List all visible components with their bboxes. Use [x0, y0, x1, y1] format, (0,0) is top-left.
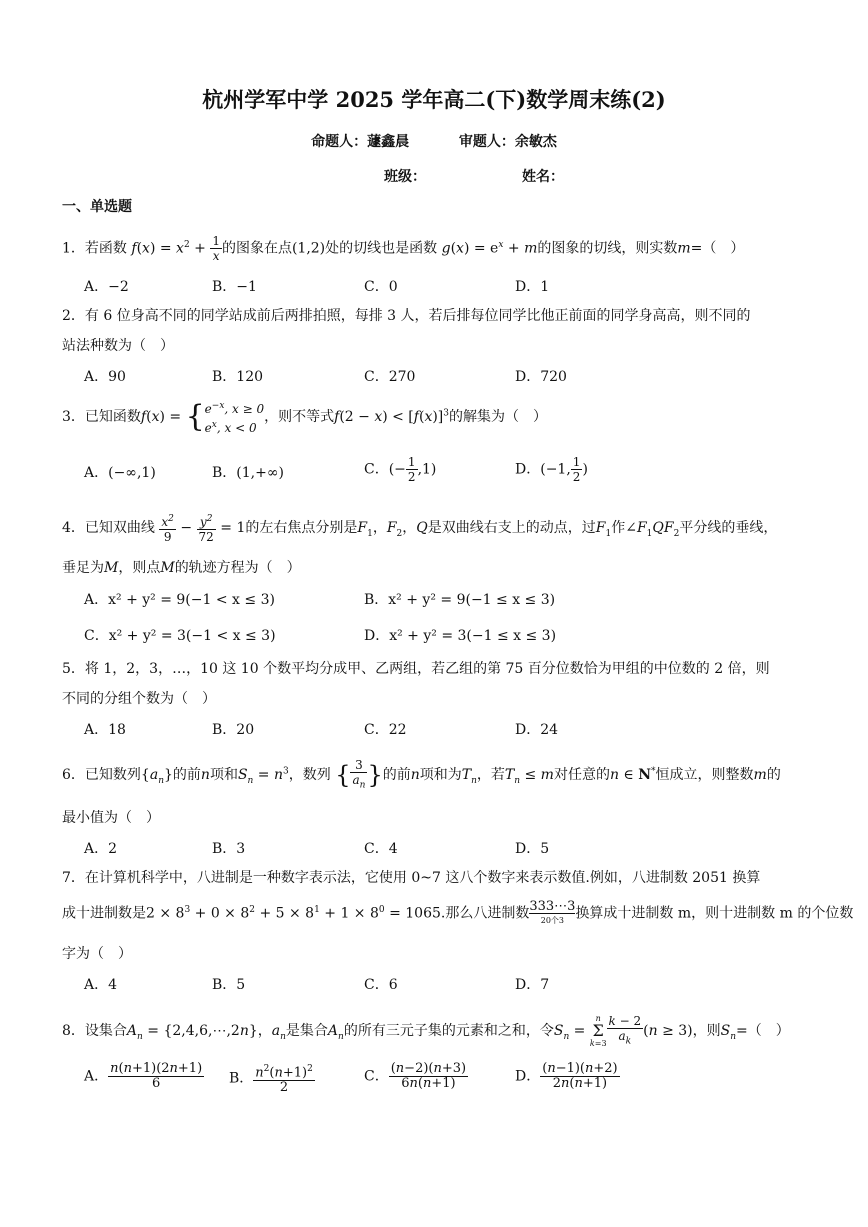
q1-option-d: D．1 — [515, 279, 550, 295]
q8-option-a: A． $\frac{n(n+1)(2n+1)}{6}$ — [84, 1061, 203, 1091]
question-3: 3．已知函数f(x) = { $e^{-x}$, x ≥ 0 $e^x$, x < 0 ，则不等式$f(2 - x) < [f(x)]^3$的解集为（ ） — [62, 399, 548, 435]
q6-option-b: B．3 — [212, 841, 246, 857]
class-name-row — [384, 166, 564, 186]
question-5-line-1: 5．将 1，2，3，…，10 这 10 个数平均分成甲、乙两组，若乙组的第 75 百分位数恰为甲组的中位数的 2 倍，则 — [62, 661, 770, 677]
question-2-line-1: 2．有 6 位身高不同的同学站成前后两排拍照，每排 3 人，若后排每位同学比他正前面的同学身高高，则不同的 — [62, 308, 751, 324]
q2-option-a: A．90 — [84, 369, 126, 385]
q5-option-b: B．20 — [212, 722, 255, 738]
authors-line — [0, 131, 868, 151]
q2-option-c: C．270 — [364, 369, 416, 385]
question-6-line-1: 6．已知数列$\{a_n\}$的前n项和$S_n = n^3$，数列 { $\frac{3}{a_n}$ }的前n项和为$T_n$，若$T_n \le m$对任意的n ∈ N*恒成立，则整数m的 — [62, 758, 781, 791]
question-7-line-1: 7．在计算机科学中，八进制是一种数字表示法，它使用 0~7 这八个数字来表示数值.例如，八进制数 2051 换算 — [62, 870, 761, 886]
q8-option-c: C． $\frac{(n-2)(n+3)}{6n(n+1)}$ — [364, 1061, 467, 1091]
question-8: 8．设集合$A_n$ = {2,4,6,⋯,2n}，$a_n$是集合$A_n$的所有三元子集的元素和之和，令$S_n$ = n Σ k=3 $\frac{k - 2}{a_k}$ (n ≥ 3)，则$S_n=$（ ） — [62, 1014, 790, 1049]
q4-option-b: B．x² + y² = 9(−1 ≤ x ≤ 3) — [364, 592, 556, 608]
q3-option-a: A．(−∞,1) — [84, 465, 156, 481]
question-1: 1．若函数 $f(x) = x^2$ + $\frac{1}{x}$ 的图象在点(1,2)处的切线也是函数 $g(x) = e^x + m$的图象的切线，则实数m=（ ） — [62, 234, 745, 263]
q8-option-b: B． $\frac{n^2(n+1)^2}{2}$ — [229, 1064, 313, 1096]
setter-name: 蘧鑫晨 — [367, 134, 410, 150]
page-title: 杭州学军中学 2025 学年高二(下)数学周末练(2) — [202, 87, 666, 112]
question-6-line-2: 最小值为（ ） — [62, 810, 160, 826]
q6-option-d: D．5 — [515, 841, 550, 857]
class-label: 班级： — [384, 169, 426, 185]
question-7-line-3: 字为（ ） — [62, 946, 132, 962]
name-label: 姓名： — [522, 169, 564, 185]
q2-option-b: B．120 — [212, 369, 264, 385]
q1-option-b: B．−1 — [212, 279, 257, 295]
question-7-line-2: 成十进制数是$2 \times 8^3 + 0 \times 8^2 + 5 \times 8^1 + 1 \times 8^0 = 1065$.那么八进制数 333⋯3 20个3 换算成十进制数 m，则十进制数 m 的个位数 — [62, 899, 854, 925]
reviewer-name: 余敏杰 — [514, 134, 557, 150]
q3-option-b: B．(1,+∞) — [212, 465, 284, 481]
q4-option-a: A．x² + y² = 9(−1 < x ≤ 3) — [84, 592, 275, 608]
q1-option-a: A．−2 — [84, 279, 129, 295]
section-title: 一、单选题 — [62, 199, 132, 215]
question-4-line-2: 垂足为M，则点M的轨迹方程为（ ） — [62, 560, 301, 576]
q8-option-d: D． $\frac{(n-1)(n+2)}{2n(n+1)}$ — [515, 1061, 618, 1091]
q5-option-c: C．22 — [364, 722, 407, 738]
q7-option-a: A．4 — [84, 977, 118, 993]
q4-option-d: D．x² + y² = 3(−1 ≤ x ≤ 3) — [364, 628, 557, 644]
q6-option-c: C．4 — [364, 841, 398, 857]
q4-option-c: C．x² + y² = 3(−1 < x ≤ 3) — [84, 628, 276, 644]
q3-option-d: D．(−1, $\frac{1}{2}$ ) — [515, 455, 588, 484]
q3-option-c: C．(− $\frac{1}{2}$ ,1) — [364, 455, 437, 484]
q7-option-c: C．6 — [364, 977, 398, 993]
q1-option-c: C．0 — [364, 279, 398, 295]
q7-option-b: B．5 — [212, 977, 246, 993]
q5-option-a: A．18 — [84, 722, 126, 738]
q5-option-d: D．24 — [515, 722, 559, 738]
q7-option-d: D．7 — [515, 977, 550, 993]
question-2-line-2: 站法种数为（ ） — [62, 338, 174, 354]
question-5-line-2: 不同的分组个数为（ ） — [62, 691, 216, 707]
question-4-line-1: 4．已知双曲线 $\frac{x^2}{9}$ − $\frac{y^2}{72}$ = 1的左右焦点分别是$F_1$，$F_2$，Q是双曲线右支上的动点，过$F_1$作$\angle F_1QF_2$平分线的垂线， — [62, 514, 778, 544]
q2-option-d: D．720 — [515, 369, 567, 385]
setter-label: 命题人： — [311, 134, 368, 150]
reviewer-label: 审题人： — [458, 134, 515, 150]
q6-option-a: A．2 — [84, 841, 118, 857]
